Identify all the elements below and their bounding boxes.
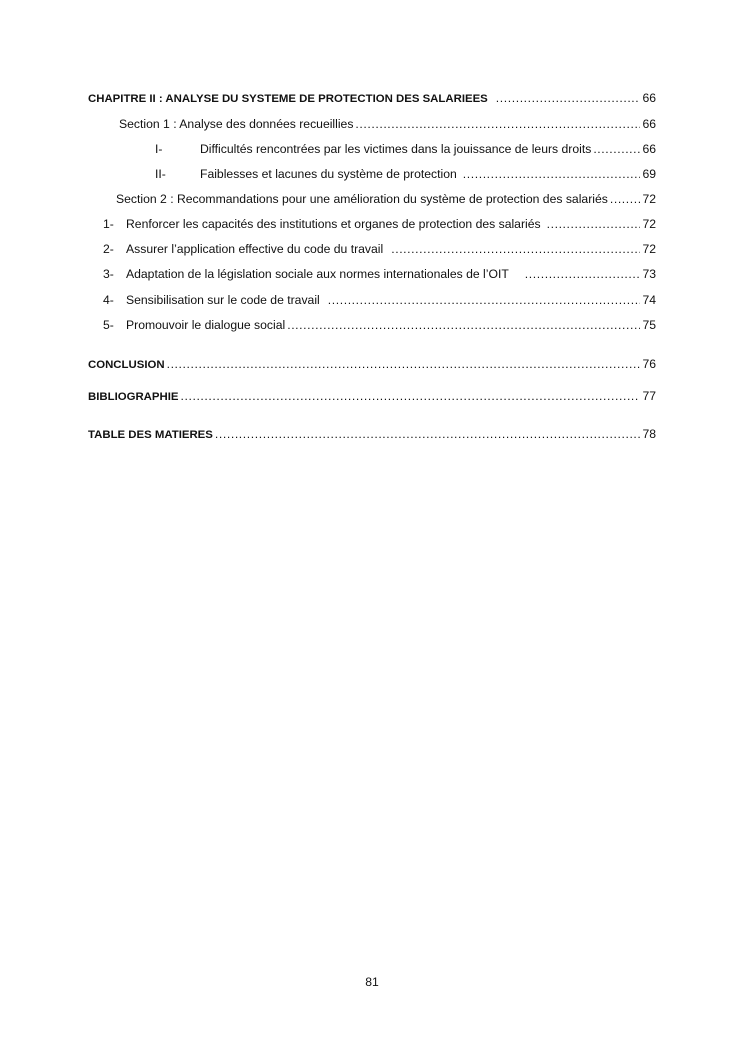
- dot-leader: [593, 141, 640, 157]
- toc-page-number: 66: [642, 142, 656, 156]
- toc-entry-rec-3[interactable]: [88, 266, 656, 282]
- item-number: 4-: [103, 293, 114, 307]
- toc-entry-chapter[interactable]: [88, 90, 656, 107]
- toc-entry-rec-2[interactable]: [88, 241, 656, 257]
- dot-leader: [181, 388, 641, 404]
- dot-leader: [610, 191, 641, 207]
- dot-leader: [287, 317, 640, 333]
- dot-leader: [328, 292, 641, 308]
- dot-leader: [355, 116, 640, 132]
- dot-leader: [525, 266, 641, 282]
- page-number: 81: [365, 975, 379, 989]
- dot-leader: [391, 241, 640, 257]
- toc-page-number: 78: [642, 427, 656, 441]
- toc-entry-section-1[interactable]: [88, 116, 656, 132]
- toc-page-number: 74: [642, 293, 656, 307]
- toc-label: CHAPITRE II : ANALYSE DU SYSTEME DE PROTECTION DES SALARIEES: [88, 93, 488, 105]
- toc-label: CONCLUSION: [88, 359, 165, 371]
- toc-label: TABLE DES MATIERES: [88, 429, 213, 441]
- toc-entry-item-ii[interactable]: [88, 166, 656, 182]
- toc-label: Faiblesses et lacunes du système de protection: [200, 167, 457, 181]
- dot-leader: [463, 166, 641, 182]
- item-number: 3-: [103, 267, 114, 281]
- toc-label: Adaptation de la législation sociale aux normes internationales de l’OIT: [126, 267, 509, 281]
- roman-numeral: II-: [155, 167, 166, 181]
- toc-entry-item-i[interactable]: [88, 141, 656, 157]
- toc-entry-rec-1[interactable]: [88, 216, 656, 232]
- toc-page-number: 66: [642, 91, 656, 105]
- toc-label: Section 2 : Recommandations pour une amélioration du système de protection des salariés: [116, 192, 608, 206]
- toc-entry-rec-4[interactable]: [88, 292, 656, 308]
- toc-page-number: 66: [642, 117, 656, 131]
- dot-leader: [547, 216, 641, 232]
- toc-entry-bibliographie[interactable]: [88, 388, 656, 405]
- toc-page-number: 75: [642, 318, 656, 332]
- dot-leader: [167, 356, 641, 372]
- toc-page-number: 76: [642, 357, 656, 371]
- toc-page-number: 69: [642, 167, 656, 181]
- toc-label: Promouvoir le dialogue social: [126, 318, 286, 332]
- toc-label: Section 1 : Analyse des données recueillies: [119, 117, 354, 131]
- toc-entry-rec-5[interactable]: [88, 317, 656, 333]
- item-number: 1-: [103, 217, 114, 231]
- toc-page-number: 73: [642, 267, 656, 281]
- toc-label: Difficultés rencontrées par les victimes dans la jouissance de leurs droits: [200, 142, 592, 156]
- dot-leader: [496, 90, 641, 106]
- toc-label: Renforcer les capacités des institutions et organes de protection des salariés: [126, 217, 541, 231]
- toc-entry-conclusion[interactable]: [88, 356, 656, 373]
- toc-entry-table-des-matieres[interactable]: [88, 426, 656, 443]
- toc-page-number: 72: [642, 217, 656, 231]
- item-number: 5-: [103, 318, 114, 332]
- dot-leader: [215, 426, 641, 442]
- toc-label: Assurer l’application effective du code du travail: [126, 242, 384, 256]
- item-number: 2-: [103, 242, 114, 256]
- toc-label: Sensibilisation sur le code de travail: [126, 293, 320, 307]
- toc-page-number: 72: [642, 192, 656, 206]
- toc-page-number: 77: [642, 389, 656, 403]
- toc-page-number: 72: [642, 242, 656, 256]
- roman-numeral: I-: [155, 142, 163, 156]
- toc-entry-section-2[interactable]: [88, 191, 656, 207]
- toc-label: BIBLIOGRAPHIE: [88, 391, 179, 403]
